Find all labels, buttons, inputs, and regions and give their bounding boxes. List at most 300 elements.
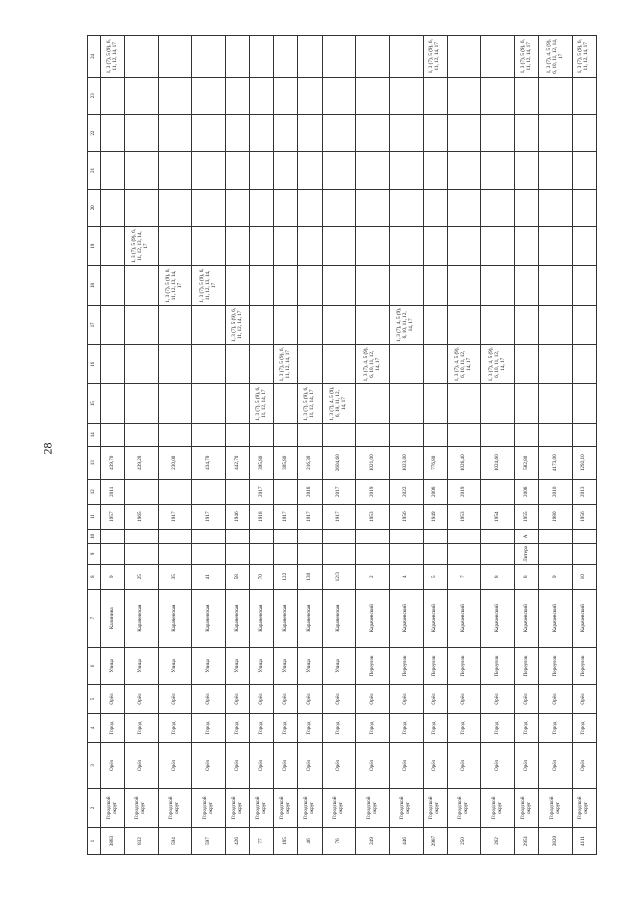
table-cell: Карачевский: [447, 589, 481, 647]
table-cell: Город: [250, 714, 274, 743]
table-cell: [447, 226, 481, 265]
table-cell: Орёл: [447, 743, 481, 789]
table-cell: 8: [515, 564, 539, 589]
table-cell: [274, 152, 298, 189]
table-row: [125, 36, 159, 855]
table-cell: 2: [356, 564, 390, 589]
table-cell: [389, 544, 423, 565]
table-cell: 9: [101, 564, 125, 589]
column-number-17: 17: [88, 305, 101, 344]
rotated-table-inner: [87, 35, 597, 855]
table-cell: Орёл: [125, 743, 159, 789]
table-cell: Орёл: [101, 743, 125, 789]
table-cell: [356, 152, 390, 189]
table-cell: 1, 3 (7), 4, 5 (9), 6, 10, 11, 12, 14, 17: [539, 36, 573, 78]
table-cell: Орёл: [356, 685, 390, 714]
column-number-23: 23: [88, 77, 101, 114]
table-cell: [322, 226, 356, 265]
table-cell: 776,80: [423, 446, 447, 479]
table-cell: 1965: [125, 504, 159, 529]
table-cell: 1917: [158, 504, 192, 529]
table-cell: 1, 3 (7), 5 (9), 6, 11, 12, 14, 17: [250, 384, 274, 423]
table-cell: [423, 423, 447, 446]
table-cell: 70: [250, 564, 274, 589]
table-cell: [481, 152, 515, 189]
table-cell: [572, 423, 596, 446]
table-cell: [515, 226, 539, 265]
table-cell: [226, 266, 250, 305]
table-cell: Переулок: [423, 647, 447, 684]
table-cell: [423, 544, 447, 565]
table-cell: [101, 305, 125, 344]
table-cell: [158, 189, 192, 226]
table-cell: [250, 266, 274, 305]
table-cell: [158, 36, 192, 78]
table-cell: Улица: [298, 647, 322, 684]
table-cell: [101, 384, 125, 423]
table-cell: 2019: [356, 479, 390, 504]
table-cell: [192, 345, 226, 384]
table-cell: 1, 3 (7), 5 (9), 6, 11, 12, 14, 17: [423, 36, 447, 78]
table-cell: [447, 305, 481, 344]
table-cell: [192, 77, 226, 114]
table-cell: [125, 77, 159, 114]
table-cell: [274, 77, 298, 114]
table-cell: 1, 3 (7), 4, 5 (9), 6, 10, 11, 12, 14, 17: [389, 305, 423, 344]
table-cell: [125, 189, 159, 226]
table-cell: 12/3: [322, 564, 356, 589]
table-row: [322, 36, 356, 855]
table-cell: 1, 3 (7), 4, 5 (9), 6, 10, 11, 12, 14, 17: [481, 345, 515, 384]
table-cell: [515, 423, 539, 446]
table-cell: Орёл: [389, 743, 423, 789]
table-cell: [572, 305, 596, 344]
table-cell: [447, 266, 481, 305]
table-cell: [356, 423, 390, 446]
table-cell: [322, 305, 356, 344]
table-cell: [125, 305, 159, 344]
table-cell: А: [515, 529, 539, 544]
table-cell: [274, 479, 298, 504]
table-cell: Городской округ: [356, 788, 390, 827]
table-cell: [481, 189, 515, 226]
table-cell: Орёл: [447, 685, 481, 714]
table-cell: [322, 77, 356, 114]
table-cell: [389, 529, 423, 544]
table-cell: 230,00: [158, 446, 192, 479]
column-number-5: 5: [88, 685, 101, 714]
table-row: [389, 36, 423, 855]
table-cell: Улица: [274, 647, 298, 684]
table-cell: [226, 345, 250, 384]
table-cell: [322, 423, 356, 446]
column-number-14: 14: [88, 423, 101, 446]
table-cell: [481, 266, 515, 305]
table-cell: [322, 36, 356, 78]
table-cell: [481, 529, 515, 544]
table-cell: 1, 3 (7), 5 (9), 6, 11, 12, 13, 14, 17: [158, 266, 192, 305]
table-cell: [539, 266, 573, 305]
table-cell: [226, 544, 250, 565]
table-cell: 439,70: [101, 446, 125, 479]
table-cell: [250, 226, 274, 265]
table-cell: Город: [101, 714, 125, 743]
table-cell: 1957: [101, 504, 125, 529]
table-row: [101, 36, 125, 855]
column-number-20: 20: [88, 189, 101, 226]
table-cell: [447, 423, 481, 446]
table-cell: [101, 529, 125, 544]
table-cell: 1946: [226, 504, 250, 529]
table-cell: [356, 36, 390, 78]
column-number-1: 1: [88, 828, 101, 855]
table-cell: [158, 479, 192, 504]
table-cell: [423, 189, 447, 226]
table-cell: Улица: [192, 647, 226, 684]
table-cell: Город: [447, 714, 481, 743]
table-cell: [125, 266, 159, 305]
table-cell: Орёл: [322, 743, 356, 789]
table-cell: [298, 305, 322, 344]
table-cell: [226, 226, 250, 265]
table-cell: [389, 77, 423, 114]
table-cell: Переулок: [481, 647, 515, 684]
table-cell: [572, 152, 596, 189]
table-cell: 1, 3 (7), 4, 5 (9), 6, 10, 11, 12, 14, 17: [322, 384, 356, 423]
table-cell: Орёл: [226, 743, 250, 789]
table-cell: 1, 3 (7), 5 (9), 6, 11, 12, 13, 14, 17: [192, 266, 226, 305]
table-cell: [447, 544, 481, 565]
table-cell: [539, 77, 573, 114]
table-cell: 832: [125, 828, 159, 855]
table-cell: [125, 529, 159, 544]
table-cell: Город: [226, 714, 250, 743]
table-cell: 249: [356, 828, 390, 855]
table-cell: 2604,60: [322, 446, 356, 479]
table-cell: Улица: [125, 647, 159, 684]
table-cell: Город: [125, 714, 159, 743]
table-cell: Орёл: [192, 743, 226, 789]
table-cell: [572, 544, 596, 565]
table-cell: [226, 36, 250, 78]
table-cell: 442,70: [226, 446, 250, 479]
table-cell: [539, 529, 573, 544]
table-cell: Орёл: [250, 743, 274, 789]
table-cell: Орёл: [101, 685, 125, 714]
column-number-7: 7: [88, 589, 101, 647]
table-row: [572, 36, 596, 855]
table-cell: [274, 423, 298, 446]
table-cell: [158, 305, 192, 344]
table-cell: Карачевский: [423, 589, 447, 647]
table-cell: 1, 3 (7), 4, 5 (9), 6, 10, 11, 12, 14, 17: [447, 345, 481, 384]
table-cell: [125, 544, 159, 565]
table-cell: Орёл: [298, 685, 322, 714]
table-cell: [274, 114, 298, 151]
table-cell: [447, 189, 481, 226]
table-cell: Город: [158, 714, 192, 743]
table-cell: [447, 384, 481, 423]
table-cell: Улица: [101, 647, 125, 684]
table-cell: [481, 226, 515, 265]
table-cell: Карачевская: [158, 589, 192, 647]
table-cell: 4: [389, 564, 423, 589]
table-cell: [192, 226, 226, 265]
table-cell: Городской округ: [572, 788, 596, 827]
table-cell: [515, 305, 539, 344]
table-cell: [250, 305, 274, 344]
table-cell: [572, 226, 596, 265]
table-row: [481, 36, 515, 855]
table-row: [274, 36, 298, 855]
table-cell: [423, 77, 447, 114]
table-cell: Орёл: [539, 685, 573, 714]
table-cell: [298, 544, 322, 565]
table-cell: [250, 529, 274, 544]
table-cell: Город: [192, 714, 226, 743]
table-cell: 3883: [101, 828, 125, 855]
table-cell: Городской округ: [515, 788, 539, 827]
table-cell: [515, 77, 539, 114]
table-cell: [158, 226, 192, 265]
rotated-table-wrapper: [87, 35, 597, 855]
table-cell: 3820: [539, 828, 573, 855]
table-cell: [356, 189, 390, 226]
page-number: 28: [40, 442, 55, 455]
table-cell: [298, 36, 322, 78]
table-cell: [356, 266, 390, 305]
table-cell: Город: [572, 714, 596, 743]
table-cell: Орёл: [481, 685, 515, 714]
table-cell: [101, 266, 125, 305]
table-cell: [250, 345, 274, 384]
table-cell: Городской округ: [250, 788, 274, 827]
table-cell: [356, 384, 390, 423]
table-cell: [447, 77, 481, 114]
table-cell: 395,80: [250, 446, 274, 479]
table-cell: 2008: [423, 479, 447, 504]
table-cell: [572, 384, 596, 423]
table-cell: Город: [423, 714, 447, 743]
table-cell: [539, 189, 573, 226]
table-cell: [226, 529, 250, 544]
table-cell: [101, 189, 125, 226]
table-cell: [539, 152, 573, 189]
table-cell: 594: [158, 828, 192, 855]
table-cell: [389, 152, 423, 189]
table-cell: [481, 544, 515, 565]
column-number-3: 3: [88, 743, 101, 789]
table-cell: [158, 544, 192, 565]
table-cell: Карачевский: [389, 589, 423, 647]
table-cell: [515, 114, 539, 151]
table-cell: [298, 77, 322, 114]
table-cell: Карачевская: [250, 589, 274, 647]
table-cell: 1956: [389, 504, 423, 529]
table-cell: [356, 226, 390, 265]
table-cell: [572, 266, 596, 305]
table-cell: [539, 384, 573, 423]
table-cell: 1023,00: [389, 446, 423, 479]
table-cell: [447, 152, 481, 189]
table-cell: [125, 384, 159, 423]
table-cell: 185: [274, 828, 298, 855]
table-cell: [389, 226, 423, 265]
table-cell: 446: [389, 828, 423, 855]
table-cell: Городской округ: [274, 788, 298, 827]
table-cell: [250, 544, 274, 565]
table-cell: 2022: [389, 479, 423, 504]
table-cell: 1026,40: [447, 446, 481, 479]
table-cell: [423, 384, 447, 423]
column-number-2: 2: [88, 788, 101, 827]
table-cell: [250, 77, 274, 114]
column-number-8: 8: [88, 564, 101, 589]
table-cell: [481, 305, 515, 344]
column-number-18: 18: [88, 266, 101, 305]
table-cell: Город: [539, 714, 573, 743]
table-cell: Городской округ: [481, 788, 515, 827]
table-cell: 76: [322, 828, 356, 855]
table-cell: [356, 114, 390, 151]
table-cell: Город: [389, 714, 423, 743]
table-cell: [274, 544, 298, 565]
table-cell: [192, 189, 226, 226]
table-cell: [322, 152, 356, 189]
table-cell: Городской округ: [101, 788, 125, 827]
table-cell: [322, 266, 356, 305]
table-row: [298, 36, 322, 855]
table-cell: Орёл: [389, 685, 423, 714]
table-cell: Карачевская: [322, 589, 356, 647]
table-cell: Городской округ: [192, 788, 226, 827]
table-cell: 1, 3 (7), 5 (9), 6, 11, 12, 14, 17: [298, 384, 322, 423]
table-cell: [158, 529, 192, 544]
table-cell: [539, 305, 573, 344]
table-cell: Карачевский: [539, 589, 573, 647]
table-cell: [226, 114, 250, 151]
column-number-6: 6: [88, 647, 101, 684]
table-cell: [274, 189, 298, 226]
table-cell: [447, 36, 481, 78]
table-cell: [447, 529, 481, 544]
table-cell: [101, 544, 125, 565]
table-cell: Карачевская: [192, 589, 226, 647]
table-cell: 1021,00: [356, 446, 390, 479]
table-cell: [298, 423, 322, 446]
table-cell: 1292,10: [572, 446, 596, 479]
table-cell: [192, 305, 226, 344]
table-cell: [158, 77, 192, 114]
table-cell: Улица: [322, 647, 356, 684]
table-cell: Переулок: [539, 647, 573, 684]
column-number-16: 16: [88, 345, 101, 384]
table-cell: [101, 226, 125, 265]
table-cell: [274, 36, 298, 78]
column-number-15: 15: [88, 384, 101, 423]
table-cell: [101, 114, 125, 151]
table-cell: Орёл: [481, 743, 515, 789]
table-cell: Орёл: [539, 743, 573, 789]
table-cell: [572, 77, 596, 114]
table-cell: 1, 3 (7), 5 (9), 6, 11, 12, 14, 17: [515, 36, 539, 78]
table-cell: Орёл: [322, 685, 356, 714]
table-cell: [226, 77, 250, 114]
table-cell: 1917: [298, 504, 322, 529]
table-cell: [572, 189, 596, 226]
table-cell: 41: [192, 564, 226, 589]
table-cell: [226, 479, 250, 504]
table-cell: 25: [125, 564, 159, 589]
table-cell: Орёл: [274, 685, 298, 714]
table-cell: [389, 36, 423, 78]
table-cell: Орёл: [125, 685, 159, 714]
table-cell: 2951: [515, 828, 539, 855]
table-cell: 216,30: [298, 446, 322, 479]
table-cell: [125, 36, 159, 78]
table-cell: [572, 529, 596, 544]
table-cell: [226, 189, 250, 226]
table-cell: [192, 384, 226, 423]
table-cell: 1, 3 (7), 5 (9), 6, 11, 12, 14, 17: [274, 345, 298, 384]
table-cell: 434,70: [192, 446, 226, 479]
table-cell: [250, 423, 274, 446]
table-cell: [298, 114, 322, 151]
table-cell: Карачевский: [572, 589, 596, 647]
table-cell: Улица: [158, 647, 192, 684]
table-cell: [389, 384, 423, 423]
table-cell: [356, 544, 390, 565]
table-cell: 2019: [447, 479, 481, 504]
table-cell: 1955: [515, 504, 539, 529]
table-cell: [539, 544, 573, 565]
column-number-13: 13: [88, 446, 101, 479]
table-cell: [125, 479, 159, 504]
table-cell: [158, 152, 192, 189]
table-cell: 426: [226, 828, 250, 855]
table-cell: 1, 3 (7), 5 (9), 6, 11, 12, 14, 17: [572, 36, 596, 78]
table-cell: [539, 345, 573, 384]
table-cell: Орёл: [298, 743, 322, 789]
table-cell: [423, 266, 447, 305]
housing-table: [87, 35, 597, 855]
table-cell: Городской округ: [226, 788, 250, 827]
table-cell: [226, 423, 250, 446]
table-cell: 1, 3 (7), 4, 5 (9), 6, 10, 11, 12, 14, 17: [356, 345, 390, 384]
table-cell: [192, 36, 226, 78]
table-cell: 2013: [572, 479, 596, 504]
table-cell: Город: [298, 714, 322, 743]
table-cell: Переулок: [572, 647, 596, 684]
table-cell: Городской округ: [447, 788, 481, 827]
table-cell: [481, 479, 515, 504]
table-cell: [125, 345, 159, 384]
table-cell: Город: [322, 714, 356, 743]
table-cell: 7: [447, 564, 481, 589]
table-cell: 77: [250, 828, 274, 855]
table-cell: [298, 189, 322, 226]
table-cell: Город: [274, 714, 298, 743]
table-cell: [226, 152, 250, 189]
table-cell: [101, 77, 125, 114]
table-cell: [539, 114, 573, 151]
table-cell: [481, 36, 515, 78]
table-cell: [158, 345, 192, 384]
table-cell: [226, 384, 250, 423]
column-number-12: 12: [88, 479, 101, 504]
table-cell: 1917: [322, 504, 356, 529]
table-cell: 1953: [447, 504, 481, 529]
